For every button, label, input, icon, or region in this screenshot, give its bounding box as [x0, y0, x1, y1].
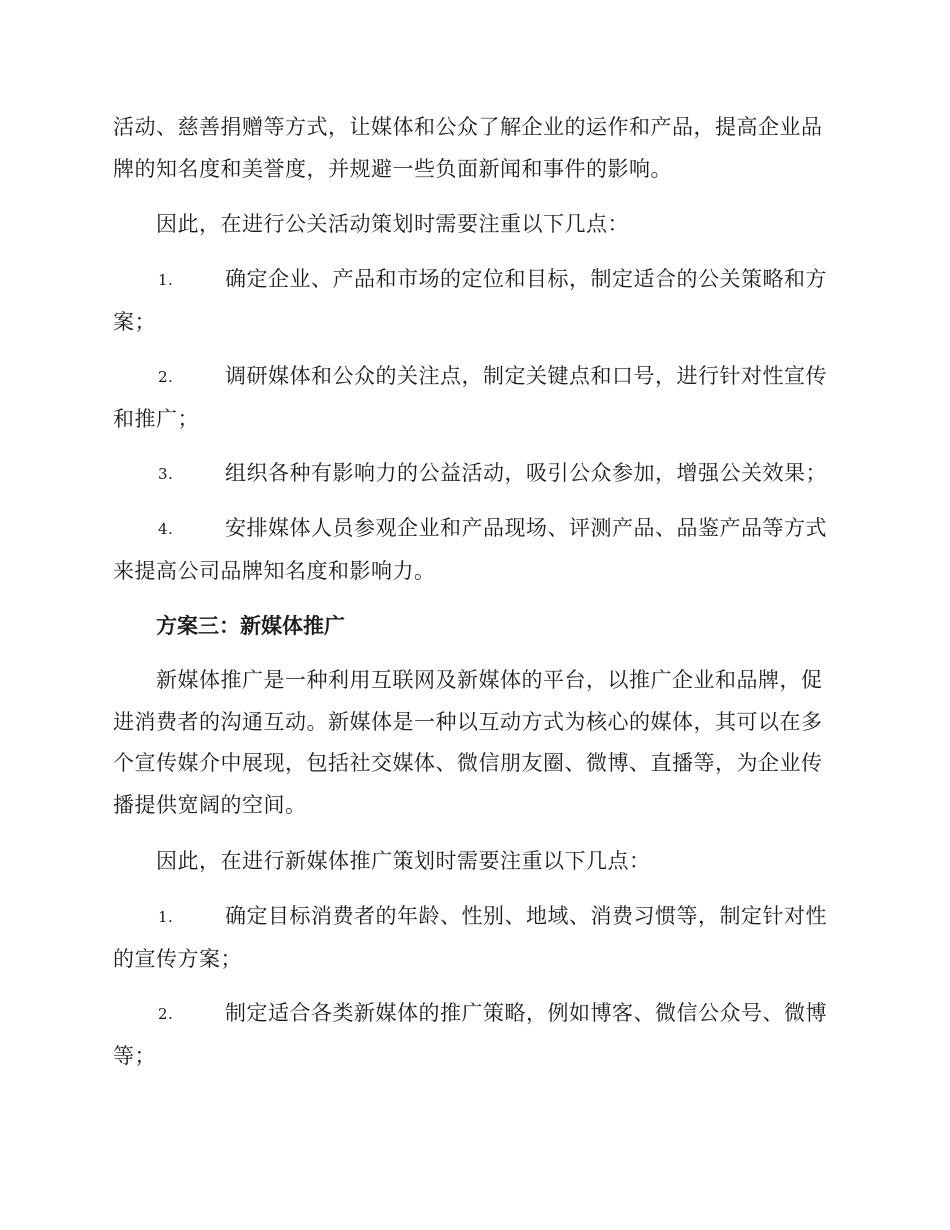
list-item-text: 制定适合各类新媒体的推广策略，例如博客、微信公众号、微博等；	[113, 1001, 827, 1068]
list-item	[113, 259, 837, 343]
list-item-text: 组织各种有影响力的公益活动，吸引公众参加，增强公关效果；	[225, 461, 827, 485]
list-item	[113, 896, 837, 980]
list-number: 1.	[158, 908, 174, 926]
list-number: 4.	[158, 520, 174, 538]
list-number: 2.	[158, 1005, 174, 1023]
list-item	[113, 356, 837, 440]
paragraph-pr-need: 因此，在进行公关活动策划时需要注重以下几点：	[156, 212, 629, 236]
list-number: 1.	[158, 271, 174, 289]
list-number: 2.	[158, 368, 174, 386]
list-item	[113, 453, 837, 496]
list-item	[113, 993, 837, 1077]
paragraph-newmedia: 新媒体推广是一种利用互联网及新媒体的平台，以推广企业和品牌，促进消费者的沟通互动。新媒体是一种以互动方式为核心的媒体，其可以在多个宣传媒介中展现，包括社交媒体、微信朋友圈、微博、直播等，为企业传播提供宽阔的空间。	[113, 668, 823, 817]
list-item-text: 安排媒体人员参观企业和产品现场、评测产品、品鉴产品等方式来提高公司品牌知名度和影响力。	[113, 516, 827, 583]
list-item	[113, 508, 837, 592]
list-item-text: 调研媒体和公众的关注点，制定关键点和口号，进行针对性宣传和推广；	[113, 364, 827, 431]
list-item-text: 确定企业、产品和市场的定位和目标，制定适合的公关策略和方案；	[113, 267, 827, 334]
section-heading: 方案三：新媒体推广	[156, 613, 345, 638]
list-item-text: 确定目标消费者的年龄、性别、地域、消费习惯等，制定针对性的宣传方案；	[113, 904, 827, 971]
paragraph-newmedia-need: 因此，在进行新媒体推广策划时需要注重以下几点：	[156, 849, 651, 873]
list-number: 3.	[158, 465, 174, 483]
paragraph-intro: 活动、慈善捐赠等方式，让媒体和公众了解企业的运作和产品，提高企业品牌的知名度和美誉度，并规避一些负面新闻和事件的影响。	[113, 115, 823, 181]
